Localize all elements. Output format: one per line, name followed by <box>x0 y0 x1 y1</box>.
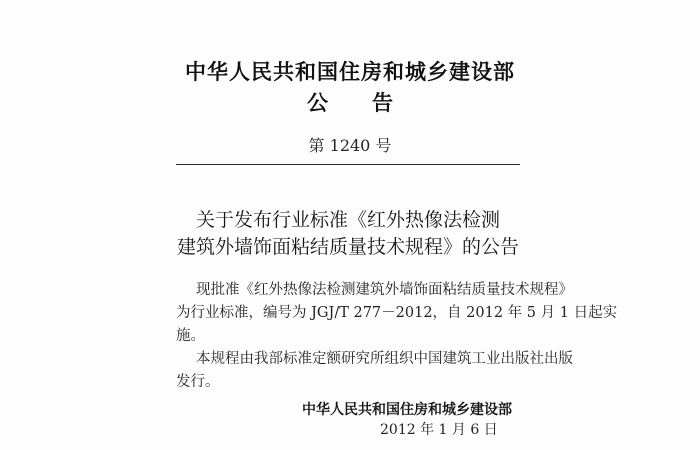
notice-heading-char-1: 公 <box>307 91 328 115</box>
issuing-authority-title: 中华人民共和国住房和城乡建设部 <box>185 60 515 84</box>
notice-heading <box>0 87 700 117</box>
notice-heading-char-2: 告 <box>372 91 393 115</box>
body-paragraph-1-line-3: 施。 <box>176 328 205 344</box>
notice-number: 第 1240 号 <box>308 136 392 155</box>
signature-authority: 中华人民共和国住房和城乡建设部 <box>302 402 512 418</box>
body-paragraph-2-line-1: 本规程由我部标准定额研究所组织中国建筑工业出版社出版 <box>196 351 573 367</box>
header-divider <box>176 164 520 165</box>
announcement-headline-line-1: 关于发布行业标准《红外热像法检测 <box>195 209 500 231</box>
body-paragraph-1-line-1: 现批准《红外热像法检测建筑外墙饰面粘结质量技术规程》 <box>196 282 573 298</box>
issue-date: 2012 年 1 月 6 日 <box>380 422 498 438</box>
body-paragraph-2-line-2: 发行。 <box>176 374 220 390</box>
body-paragraph-1-line-2: 为行业标准，编号为 JGJ/T 277－2012，自 2012 年 5 月 1 日起实 <box>176 305 618 321</box>
announcement-headline-line-2: 建筑外墙饰面粘结质量技术规程》的公告 <box>176 236 519 258</box>
